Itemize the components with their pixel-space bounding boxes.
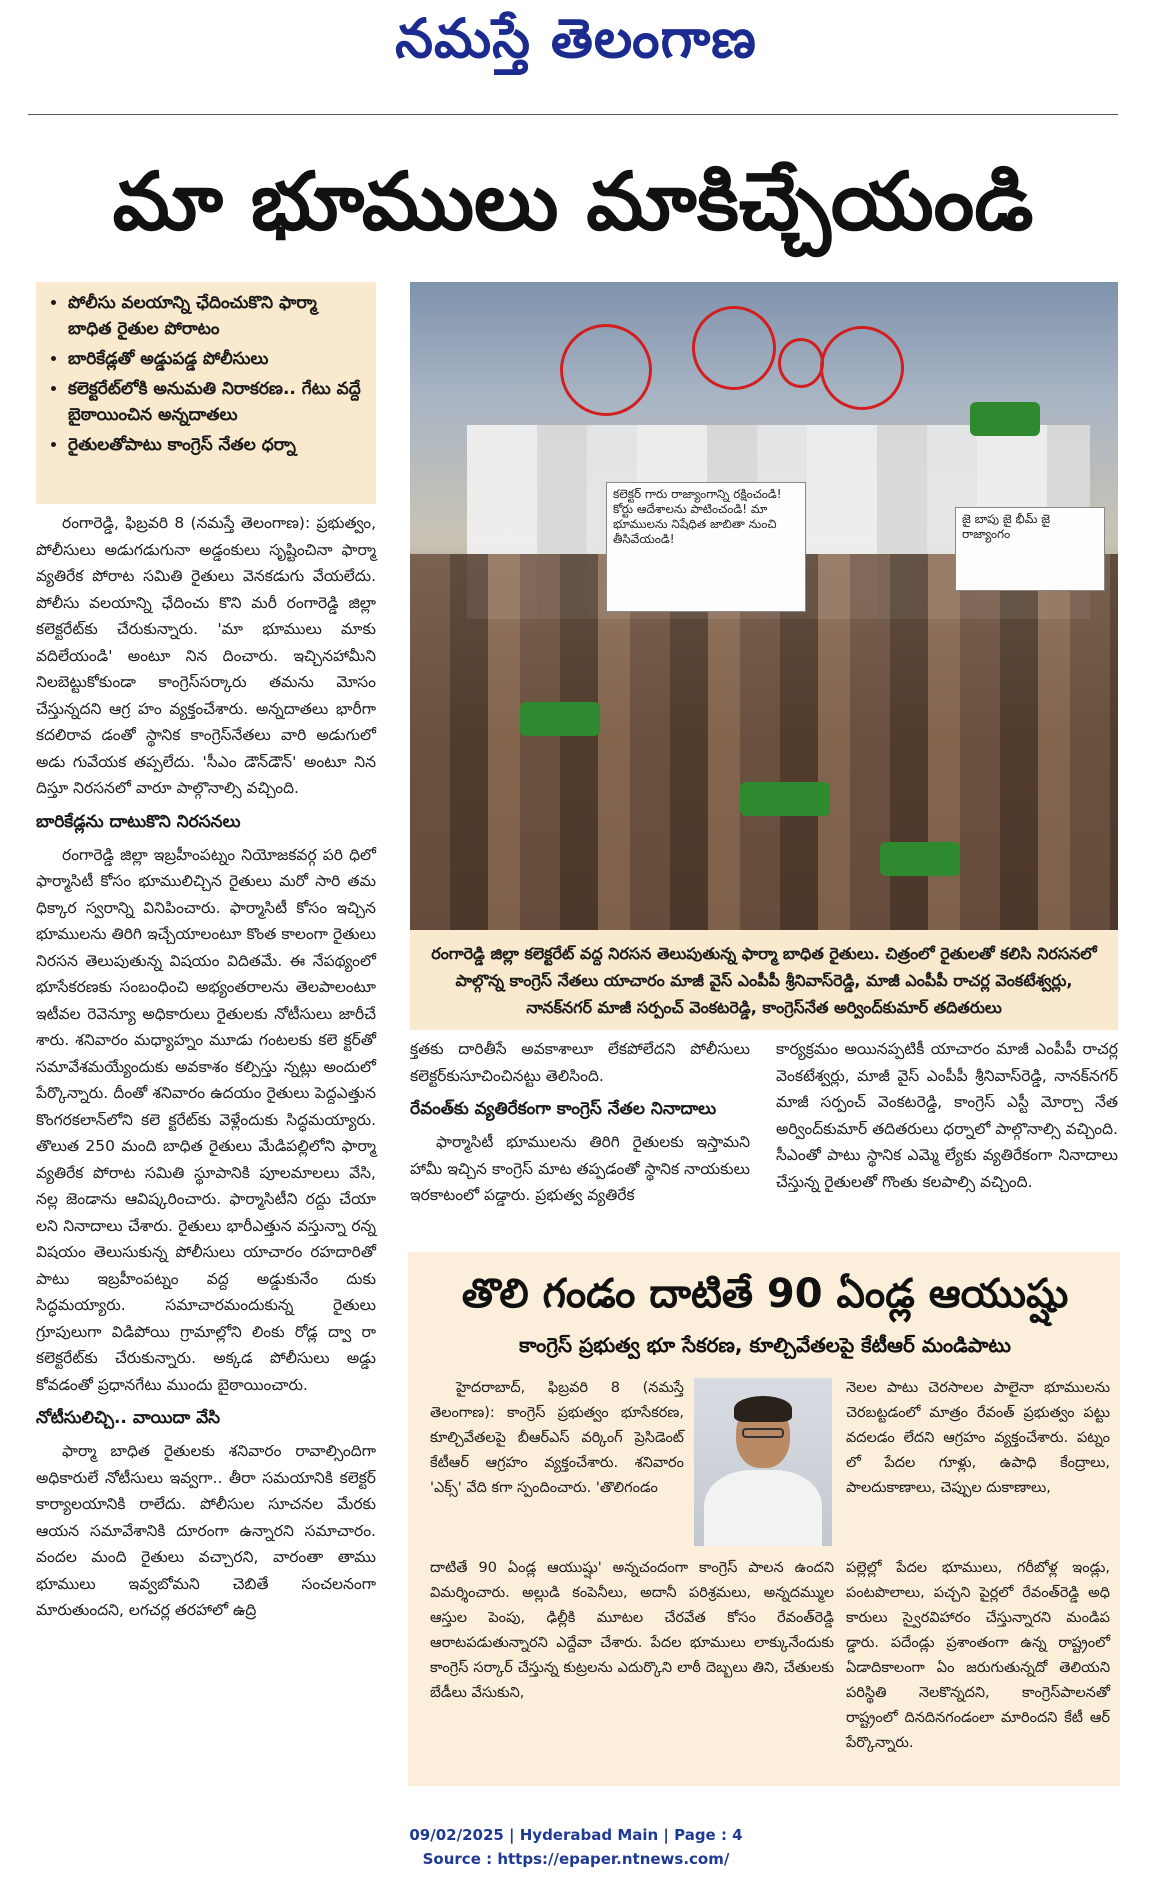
column-2: [410, 1036, 750, 1215]
highlight-circle: [778, 338, 824, 388]
body-paragraph: క్తతకు దారితీసే అవకాశాలూ లేకపోలేదని పోలీసులు కలెక్టర్‌కుసూచించినట్టు తెలిసింది.: [410, 1040, 750, 1085]
edition-info: 09/02/2025 | Hyderabad Main | Page : 4: [409, 1826, 743, 1844]
body-paragraph: పల్లెల్లో పేదల భూములు, గరీబోళ్ల ఇండ్లు, పంటపొలాలు, పచ్చని పైర్లలో రేవంత్‌రెడ్డి అధి కారులు స్వైరవిహారం చేస్తున్నారని మండిప డ్డారు. పదేండ్లు ప్రశాంతంగా ఉన్న రాష్ట్రంలో ఏడాదికాలంగా ఏం జరుగుతున్నదో తెలియని పరిస్థితి నెలకొన్నదని, కాంగ్రెస్‌పాలనతో రాష్ట్రంలో దినదినగండంలా మారిందని కేటీ ఆర్ పేర్కొన్నారు.: [846, 1560, 1110, 1751]
protest-photo: [410, 282, 1118, 930]
story2-left-top: [430, 1376, 684, 1507]
portrait-glasses: [742, 1428, 784, 1438]
story2-right-top: [846, 1376, 1110, 1507]
subheading: రేవంత్‌కు వ్యతిరేకంగా కాంగ్రెస్ నేతల నినాదాలు: [410, 1099, 717, 1119]
ktr-portrait: [694, 1378, 832, 1546]
masthead-divider: [28, 114, 1118, 115]
green-scarf: [880, 842, 960, 876]
highlight-item: • పోలీసు వలయాన్ని ఛేదించుకొని ఫార్మా బాధిత రైతుల పోరాటం: [68, 290, 366, 342]
body-paragraph: నెలల పాటు చెరసాలల పాలైనా భూములను చెరబట్టడంలో మాత్రం రేవంత్ ప్రభుత్వం పట్టు వదలడం లేదని ఆగ్రహం వ్యక్తంచేశారు. పట్నం లో పేదల గూళ్లు, ఉపాధి కేంద్రాలు, పాలదుకాణాలు, చెప్పుల దుకాణాలు,: [846, 1380, 1110, 1496]
story2-headline: తొలి గండం దాటితే 90 ఏండ్ల ఆయుష్షు: [461, 1271, 1069, 1317]
green-scarf: [520, 702, 600, 736]
story2-right-bottom: [846, 1556, 1110, 1762]
protest-placard: కలెక్టర్ గారు రాజ్యాంగాన్ని రక్షించండి! కోర్టు ఆదేశాలను పాటించండి! మా భూములను నిషేధిత జాబితా నుంచి తీసివేయండి!: [606, 482, 806, 612]
highlight-circle: [560, 324, 652, 416]
body-paragraph: ఫార్మా బాధిత రైతులకు శనివారం రావాల్సిందిగా అధికారులే నోటీసులు ఇవ్వగా.. తీరా సమయానికి కలెక్టర్ కార్యాలయానికి రాలేదు. పోలీసుల సూచనల మేరకు ఆయన సమావేశానికి దూరంగా ఉన్నారని సమాచారం. వందల మంది రైతులు వచ్చారని, వారంతా తాము భూములు ఇవ్వబోమని చెబితే సంచలనంగా మారుతుందని, లగచర్ల తరహాలో ఉద్రి: [36, 1442, 376, 1619]
photo-caption: రంగారెడ్డి జిల్లా కలెక్టరేట్ వద్ద నిరసన తెలుపుతున్న ఫార్మా బాధిత రైతులు. చిత్రంలో రైతులతో కలిసి నిరసనలో పాల్గొన్న కాంగ్రెస్ నేతలు యాచారం మాజీ వైస్ ఎంపీపీ శ్రీనివాస్‌రెడ్డి, మాజీ ఎంపీపీ రాచర్ల వెంకటేశ్వర్లు, నానక్‌నగర్ మాజీ సర్పంచ్ వెంకటరెడ్డి, కాంగ్రెస్‌నేత అర్వింద్‌కుమార్ తదితరులు: [410, 930, 1118, 1030]
story2-subheadline: కాంగ్రెస్ ప్రభుత్వ భూ సేకరణ, కూల్చివేతలపై కేటీఆర్ మండిపాటు: [519, 1333, 1011, 1357]
column-3: [776, 1036, 1118, 1201]
main-headline: మా భూములు మాకిచ్చేయండి: [112, 155, 1034, 248]
body-paragraph: కార్యక్రమం అయినప్పటికీ యాచారం మాజీ ఎంపీపీ రాచర్ల వెంకటేశ్వర్లు, మాజీ వైస్ ఎంపీపీ శ్రీనివాస్‌రెడ్డి, నానక్‌నగర్ మాజీ సర్పంచ్ వెంకటరెడ్డి, కాంగ్రెస్ ఎస్టీ మోర్చా నేత అర్వింద్‌కుమార్ తదితరులు ధర్నాలో పాల్గొనాల్సి వచ్చింది. సీఎంతో పాటు స్థానిక ఎమ్మె ల్యేకు వ్యతిరేకంగా నినాదాలు చేస్తున్న రైతులతో గొంతు కలపాల్సి వచ్చింది.: [776, 1040, 1118, 1191]
body-paragraph: ఫార్మాసిటీ భూములను తిరిగి రైతులకు ఇస్తామని హామీ ఇచ్చిన కాంగ్రెస్ మాట తప్పడంతో స్థానిక నాయకులు ఇరకాటంలో పడ్డారు. ప్రభుత్వ వ్యతిరేక: [410, 1133, 750, 1204]
portrait-hair: [734, 1396, 792, 1422]
highlight-circle: [692, 306, 776, 390]
highlights-box: [36, 282, 376, 504]
body-paragraph: రంగారెడ్డి జిల్లా ఇబ్రహీంపట్నం నియోజకవర్గ పరి ధిలో ఫార్మాసిటీ కోసం భూములిచ్చిన రైతులు మరో సారి తమ ధిక్కార స్వరాన్ని వినిపించారు. ఫార్మాసిటీ కోసం ఇచ్చిన భూములను తిరిగి ఇచ్చేయాలంటూ కొంత కాలంగా రైతులు నిరసన తెలుపుతున్న విషయం విదితమే. ఈ నేపథ్యంలో భూసేకరణకు సంబంధించి అభ్యంతరాలను తెలపాలంటూ ఇటీవల రెవెన్యూ అధికారులు రైతులకు నోటీసులు జారీచే శారు. శనివారం మధ్యాహ్నం మూడు గంటలకు కలె క్టర్‌తో సమావేశమయ్యేందుకు అవకాశం కల్పిస్తు న్నట్లు అందులో పేర్కొన్నారు. దీంతో శనివారం ఉదయం రైతులు పెద్దఎత్తున కొంగరకలాన్‌లోని కలె క్టరేట్‌కు వెళ్లేందుకు సిద్ధమయ్యారు. తొలుత 250 మంది బాధిత రైతులు మేడిపల్లిలోని ఫార్మా వ్యతిరేక పోరాట సమితి స్థూపానికి పూలమాలలు వేసి, నల్ల జెండాను ఆవిష్కరించారు. ఫార్మాసిటీని రద్దు చేయా లని నినాదాలు చేశారు. రైతులు భారీఎత్తున వస్తున్నా రన్న విషయం తెలుసుకున్న పోలీసులు యాచారం రహదారితో పాటు ఇబ్రహీంపట్నం వద్ద అడ్డుకునేం దుకు సిద్ధమయ్యారు. సమాచారమందుకున్న రైతులు గ్రూపులుగా విడిపోయి గ్రామాల్లోని లింకు రోడ్ల ద్వా రా కలెక్టరేట్‌కు చేరుకున్నారు. అక్కడ పోలీసులు అడ్డు కోవడంతో ప్రధానగేటు ముందు బైఠాయించారు.: [36, 845, 376, 1394]
highlight-item: • రైతులతోపాటు కాంగ్రెస్‌ నేతల ధర్నా: [68, 432, 366, 458]
body-paragraph: హైదరాబాద్, ఫిబ్రవరి 8 (నమస్తే తెలంగాణ): కాంగ్రెస్ ప్రభుత్వం భూసేకరణ, కూల్చివేతలపై బీఆర్ఎస్ వర్కింగ్ ప్రెసిడెంట్ కేటీఆర్ ఆగ్రహం వ్యక్తంచేశారు. శనివారం 'ఎక్స్' వేది కగా స్పందించారు. 'తొలిగండం: [430, 1380, 684, 1496]
protest-placard: జై బాపు జై భీమ్ జై రాజ్యాంగం: [955, 507, 1105, 591]
column-1: [36, 510, 376, 1630]
portrait-shirt: [704, 1470, 822, 1546]
body-paragraph: రంగారెడ్డి, ఫిబ్రవరి 8 (నమస్తే తెలంగాణ): ప్రభుత్వం, పోలీసులు అడుగడుగునా అడ్డంకులు సృష్టించినా ఫార్మా వ్యతిరేక పోరాట సమితి రైతులు వెనకడుగు వేయలేదు. పోలీసు వలయాన్ని ఛేదించు కొని మరీ రంగారెడ్డి జిల్లా కలెక్టరేట్‌కు చేరుకున్నారు. 'మా భూములు మాకు వదిలేయండి' అంటూ నిన దించారు. ఇచ్చినహామీని నిలబెట్టుకోకుండా కాంగ్రెస్‌సర్కారు తమను మోసం చేస్తున్నదని ఆగ్ర హం వ్యక్తంచేశారు. అన్నదాతలు భారీగా కదలిరావ డంతో స్థానిక కాంగ్రెస్‌నేతలు వారి అడుగులో అడు గువేయక తప్పలేదు. 'సీఎం డౌన్‌డౌన్' అంటూ నిన దిస్తూ నిరసనలో వారూ పాల్గొనాల్సి వచ్చింది.: [36, 514, 376, 797]
body-paragraph: దాటితే 90 ఏండ్ల ఆయుష్షు' అన్నచందంగా కాంగ్రెస్ పాలన ఉందని విమర్శించారు. అల్లుడి కంపెనీలు, అదానీ పరిశ్రమలు, అన్నదమ్ముల ఆస్తుల పెంపు, ఢిల్లీకి మూటల చేరవేత కోసం రేవంత్‌రెడ్డి ఆరాటపడుతున్నారని ఎద్దేవా చేశారు. పేదల భూములు లాక్కునేందుకు కాంగ్రెస్ సర్కార్ చేస్తున్న కుట్రలను ఎదుర్కొని లాఠీ దెబ్బలు తిని, చేతులకు బేడీలు వేసుకుని,: [430, 1560, 834, 1701]
source-link[interactable]: Source : https://epaper.ntnews.com/: [422, 1850, 730, 1868]
masthead-logo: నమస్తే తెలంగాణ: [395, 6, 757, 70]
green-scarf: [740, 782, 830, 816]
highlight-item: • కలెక్టరేట్‌లోకి అనుమతి నిరాకరణ.. గేటు వద్దే బైఠాయించిన అన్నదాతలు: [68, 376, 366, 428]
green-scarf: [970, 402, 1040, 436]
subheading: బారికేడ్లను దాటుకొని నిరసనలు: [36, 811, 241, 832]
highlight-item: • బారికేడ్లతో అడ్డుపడ్డ పోలీసులు: [68, 346, 366, 372]
story2-left-bottom: [430, 1556, 834, 1712]
subheading: నోటీసులిచ్చి.. వాయిదా వేసి: [36, 1408, 221, 1428]
highlight-circle: [820, 326, 904, 410]
